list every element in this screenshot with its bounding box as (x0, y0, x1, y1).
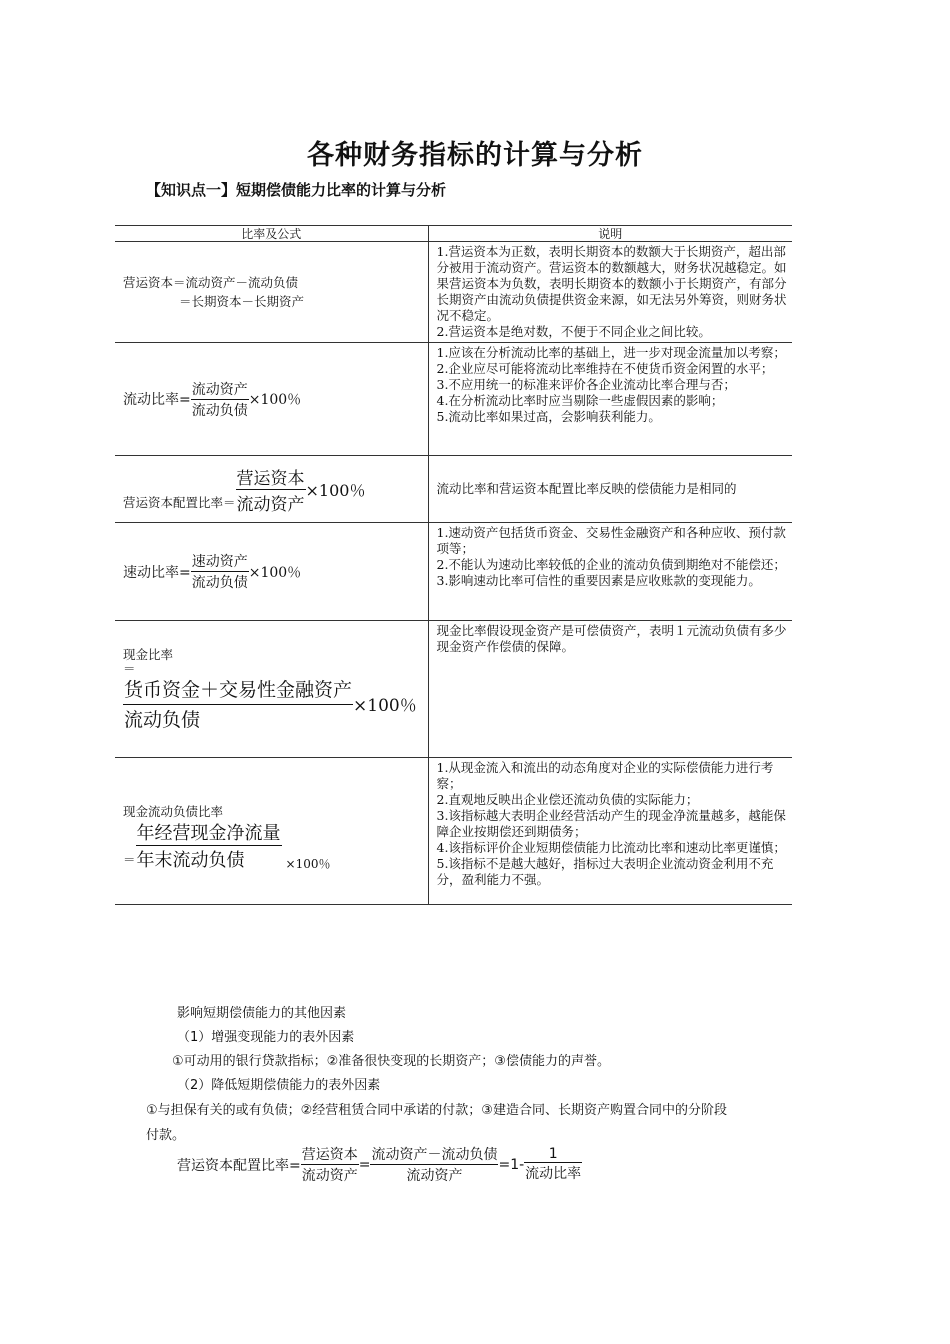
description-line: 5.该指标不是越大越好，指标过大表明企业流动资金利用不充分，盈利能力不强。 (436, 856, 774, 887)
description-cell (428, 621, 792, 758)
formula-cell (115, 343, 428, 456)
formula-line: 营运资本＝流动资产－流动负债 (123, 275, 299, 290)
description-cell (428, 758, 792, 905)
equals-one-minus: =1- (498, 1156, 525, 1173)
formula-multiplier: ×100％ (305, 480, 366, 500)
numerator: 流动资产 (191, 379, 249, 400)
page-title: 各种财务指标的计算与分析 (307, 140, 643, 171)
formula-label: 流动比率= (123, 392, 191, 408)
formula-multiplier: ×100％ (248, 564, 302, 581)
formula-equals: ＝ (123, 661, 136, 676)
fraction (123, 675, 353, 732)
formula-line: ＝长期资本－长期资产 (179, 294, 305, 309)
description-line: 1.营运资本为正数，表明长期资本的数额大于长期资产，超出部分被用于流动资产。营运资本的数额越大，财务状况越稳定。如果营运资本为负数，表明长期资本的数额小于长期资产，有部分长期资产由流动负债提供资金来源，如无法另外筹资，则财务状况不稳定。 (436, 244, 787, 323)
paragraph: （1）增强变现能力的表外因素 (177, 1030, 355, 1045)
table-row (115, 242, 792, 343)
numerator: 速动资产 (191, 551, 249, 572)
numerator: 年经营现金净流量 (136, 819, 282, 846)
formula-cell (115, 523, 428, 621)
column-header-formula: 比率及公式 (115, 226, 428, 242)
description-line: 4.在分析流动比率时应当剔除一些虚假因素的影响； (436, 393, 724, 408)
fraction (136, 819, 282, 872)
fraction (191, 551, 249, 592)
formula-multiplier: ×100％ (353, 696, 417, 716)
table-row (115, 758, 792, 905)
description-cell (428, 456, 792, 523)
description-cell (428, 343, 792, 456)
fraction (370, 1144, 498, 1185)
formula-label: 营运资本配置比率= (177, 1157, 301, 1174)
table-row (115, 343, 792, 456)
fraction (301, 1144, 359, 1185)
section-heading: 【知识点一】短期偿债能力比率的计算与分析 (146, 181, 447, 199)
description-line: 2.企业应尽可能将流动比率维持在不使货币资金闲置的水平； (436, 361, 774, 376)
table-row (115, 523, 792, 621)
description-line: 现金比率假设现金资产是可偿债资产，表明１元流动负债有多少现金资产作偿债的保障。 (436, 623, 787, 654)
allocation-ratio-formula (177, 1144, 582, 1185)
description-line: 1.速动资产包括货币资金、交易性金融资产和各种应收、预付款项等； (436, 525, 786, 556)
paragraph: ①可动用的银行贷款指标；②准备很快变现的长期资产；③偿债能力的声誉。 (172, 1054, 610, 1069)
formula-multiplier: ×100％ (248, 392, 302, 408)
numerator: 流动资产－流动负债 (370, 1144, 498, 1165)
denominator: 流动负债 (191, 575, 248, 591)
denominator: 流动资产 (301, 1168, 358, 1184)
other-factors-heading: 影响短期偿债能力的其他因素 (177, 1006, 347, 1021)
formula-label: 现金比率 (123, 647, 174, 662)
numerator: 营运资本 (301, 1144, 359, 1165)
description-line: 1.应该在分析流动比率的基础上，进一步对现金流量加以考察； (436, 345, 786, 360)
denominator: 流动比率 (525, 1166, 582, 1182)
paragraph: 付款。 (146, 1128, 186, 1143)
numerator: 货币资金＋交易性金融资产 (123, 675, 353, 705)
table-row (115, 456, 792, 523)
description-line: 5.流动比率如果过高，会影响获利能力。 (436, 409, 661, 424)
formula-cell (115, 242, 428, 343)
fraction (191, 379, 249, 420)
description-cell (428, 242, 792, 343)
formula-multiplier: ×100％ (285, 857, 331, 871)
paragraph: ①与担保有关的或有负债；②经营租赁合同中承诺的付款；③建造合同、长期资产购置合同中的分阶段 (146, 1103, 727, 1118)
description-line: 2.不能认为速动比率较低的企业的流动负债到期绝对不能偿还； (436, 557, 786, 572)
ratio-table (115, 225, 792, 905)
denominator: 流动负债 (124, 709, 201, 731)
formula-label: 营运资本配置比率＝ (123, 494, 236, 510)
formula-label: 现金流动负债比率 (123, 804, 224, 819)
formula-equals: ＝ (123, 852, 136, 867)
fraction (236, 464, 306, 515)
fraction (524, 1146, 582, 1183)
formula-cell (115, 456, 428, 523)
denominator: 年末流动负债 (136, 850, 245, 871)
description-line: 3.不应用统一的标准来评价各企业流动比率合理与否； (436, 377, 736, 392)
equals-sign: = (358, 1156, 371, 1173)
description-line: 2.直观地反映出企业偿还流动负债的实际能力； (436, 792, 699, 807)
table-header-row (115, 226, 792, 242)
formula-cell (115, 758, 428, 905)
description-line: 3.影响速动比率可信性的重要因素是应收账款的变现能力。 (436, 573, 761, 588)
paragraph: （2）降低短期偿债能力的表外因素 (177, 1078, 381, 1093)
numerator: 营运资本 (236, 464, 306, 490)
description-cell (428, 523, 792, 621)
denominator: 流动负债 (191, 402, 248, 419)
table-row (115, 621, 792, 758)
column-header-description: 说明 (428, 226, 792, 242)
formula-cell (115, 621, 428, 758)
description-line: 2.营运资本是绝对数，不便于不同企业之间比较。 (436, 324, 711, 339)
denominator: 流动资产 (406, 1168, 463, 1184)
description-line: 3.该指标越大表明企业经营活动产生的现金净流量越多，越能保障企业按期偿还到期债务； (436, 808, 786, 839)
denominator: 流动资产 (236, 494, 305, 515)
numerator: 1 (524, 1146, 582, 1163)
description-line: 流动比率和营运资本配置比率反映的偿债能力是相同的 (436, 481, 737, 496)
description-line: 1.从现金流入和流出的动态角度对企业的实际偿债能力进行考察； (436, 760, 774, 791)
description-line: 4.该指标评价企业短期偿债能力比流动比率和速动比率更谨慎； (436, 840, 786, 855)
formula-label: 速动比率= (123, 564, 191, 581)
